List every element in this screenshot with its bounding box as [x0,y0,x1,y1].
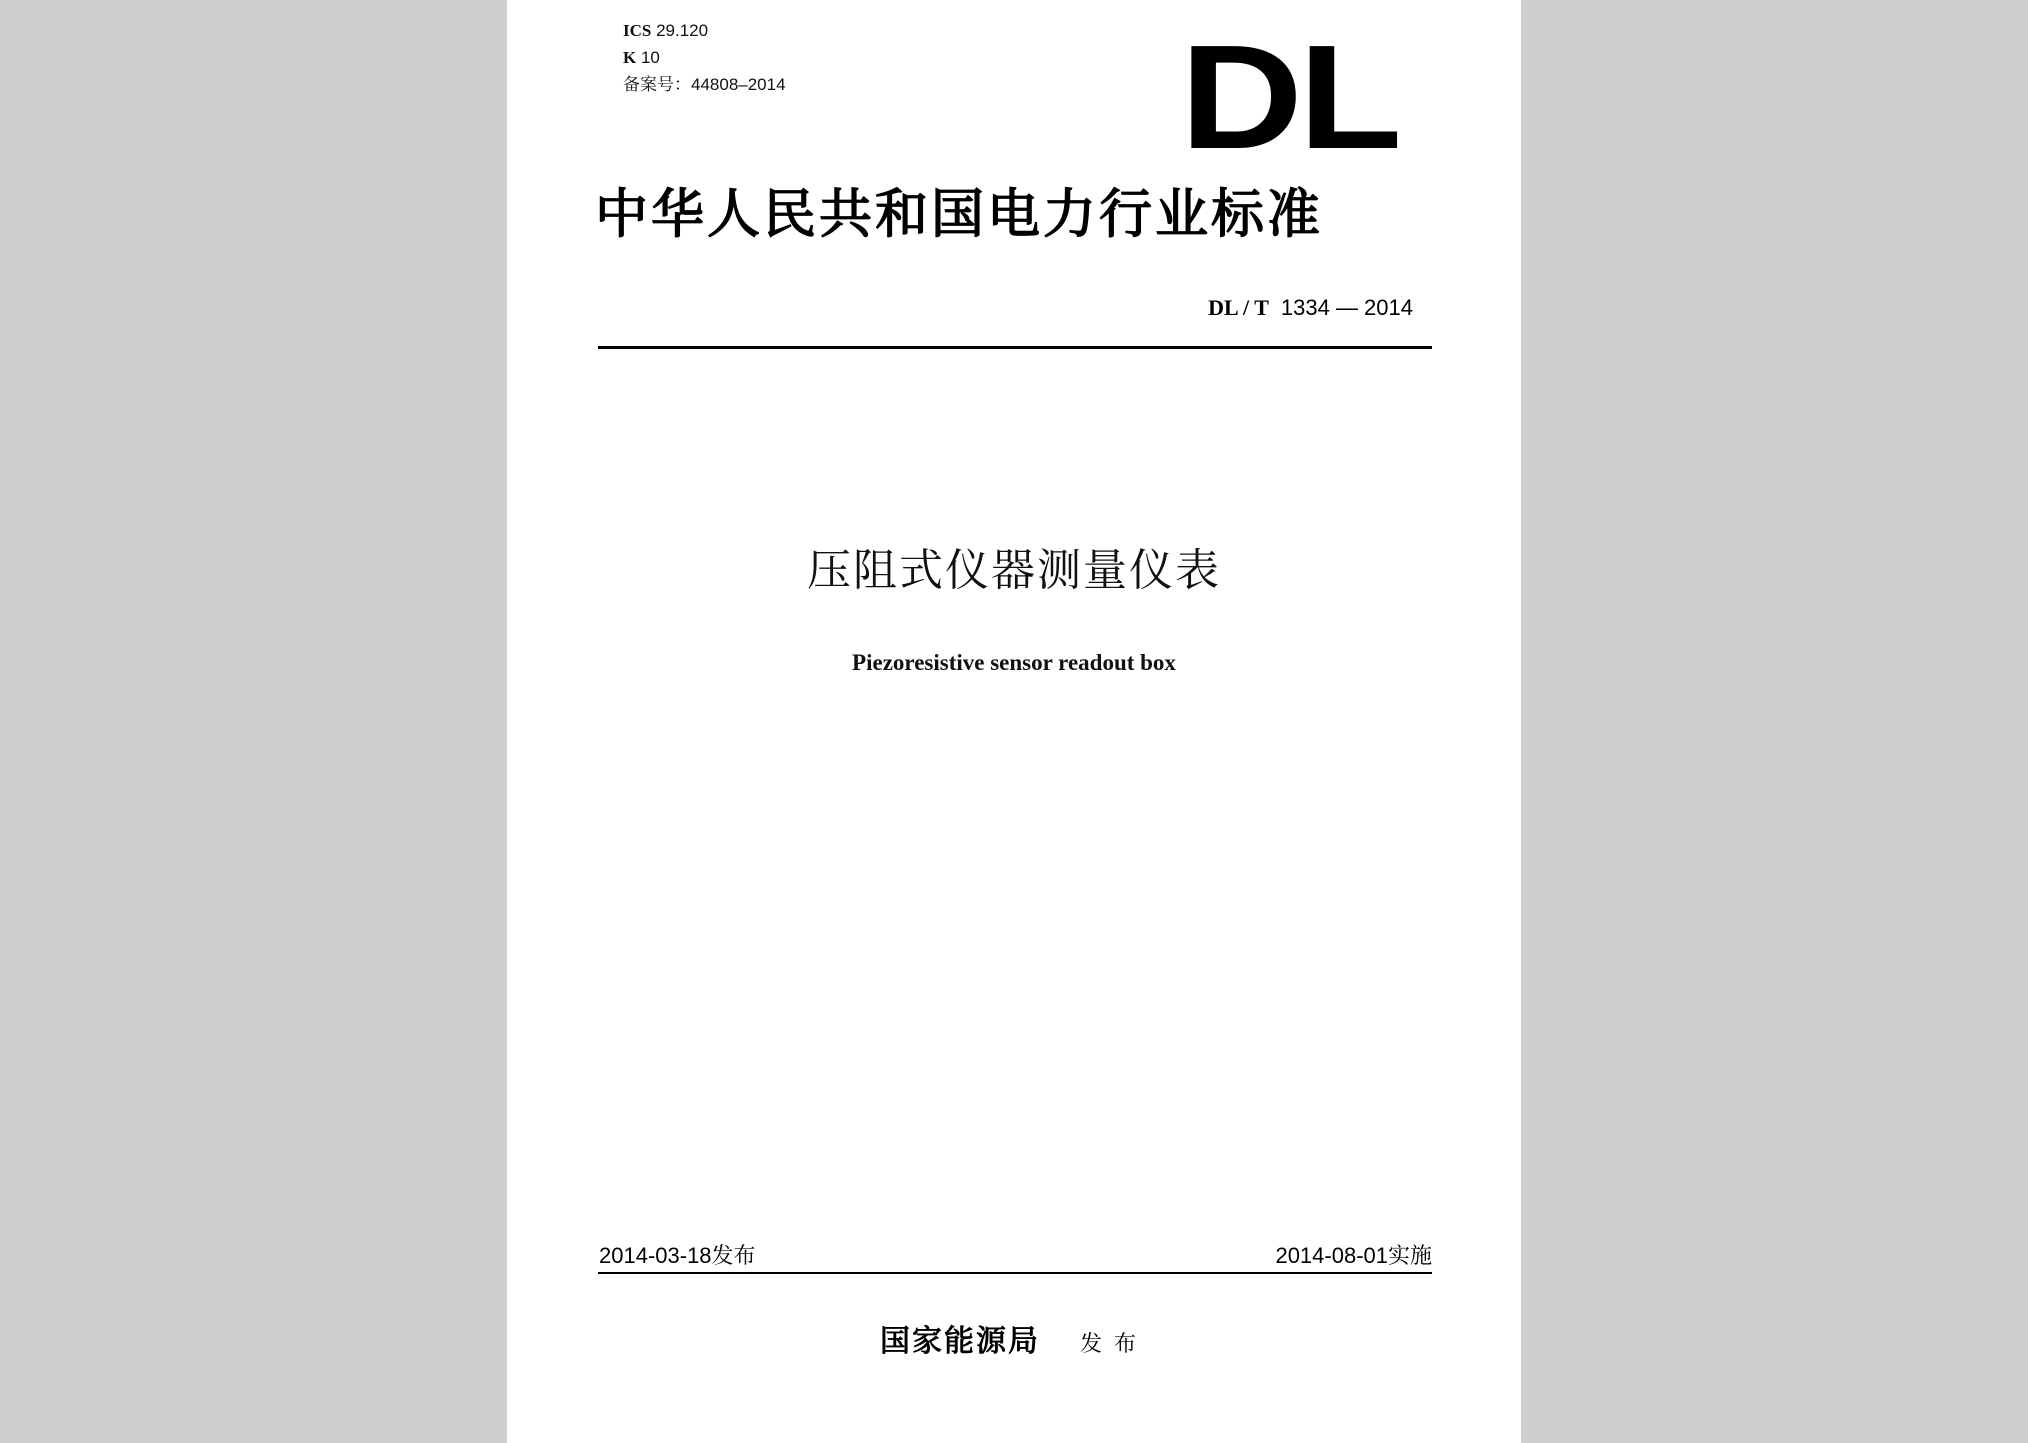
record-number-line [623,76,786,94]
classification-label: K [623,48,637,67]
record-number-value: 44808–2014 [691,75,786,94]
standard-code [1208,294,1413,323]
record-number-label: 备案号： [623,75,691,94]
cover-page [507,0,1521,1443]
publisher-line [507,1322,1521,1365]
dl-logo: DL [1180,15,1398,180]
standard-prefix: DL / T [1208,295,1269,320]
issue-date: 2014-03-18发布 [599,1243,756,1268]
title-chinese: 压阻式仪器测量仪表 [807,545,1221,596]
footer-rule [598,1272,1432,1274]
standard-number: 1334 — 2014 [1280,295,1413,320]
ics-value: 29.120 [656,21,709,40]
ics-line [623,22,708,40]
title-english: Piezoresistive sensor readout box [852,650,1176,675]
effective-date: 2014-08-01实施 [1275,1243,1432,1268]
classification-line [623,49,660,67]
industry-standard-heading: 中华人民共和国电力行业标准 [595,183,1323,245]
classification-value: 10 [640,48,660,67]
publish-action: 发布 [1079,1332,1148,1357]
header-rule [598,346,1432,349]
publisher-name: 国家能源局 [879,1324,1040,1359]
ics-label: ICS [623,21,652,40]
